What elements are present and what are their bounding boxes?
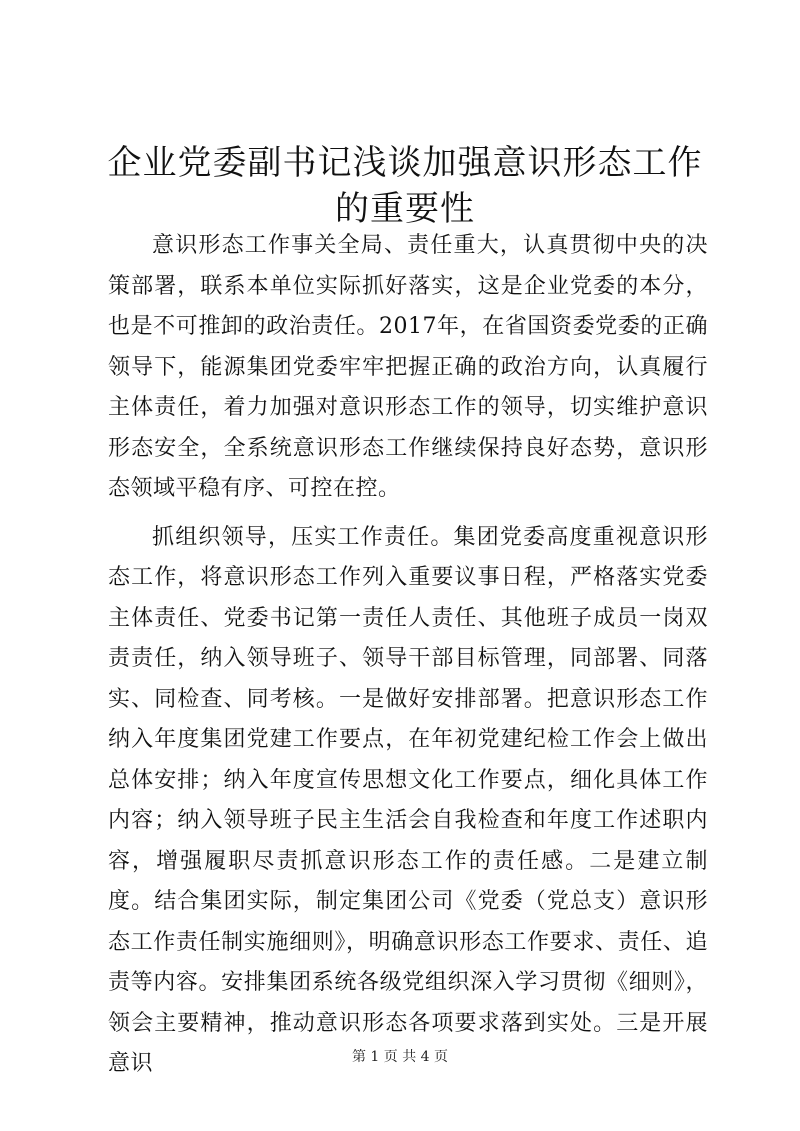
document-body	[108, 226, 708, 1093]
page-footer: 第 1 页 共 4 页	[351, 1049, 449, 1065]
paragraph-1: 意识形态工作事关全局、责任重大，认真贯彻中央的决策部署，联系本单位实际抓好落实，这是企业党委的本分，也是不可推卸的政治责任。2017年，在省国资委党委的正确领导下，能源集团党委牢牢把握正确的政治方向，认真履行主体责任，着力加强对意识形态工作的领导，切实维护意识形态安全，全系统意识形态工作继续保持良好态势，意识形态领域平稳有序、可控在控。	[108, 233, 708, 501]
paragraph-2: 抓组织领导，压实工作责任。集团党委高度重视意识形态工作，将意识形态工作列入重要议事日程，严格落实党委主体责任、党委书记第一责任人责任、其他班子成员一岗双责责任，纳入领导班子、领导干部目标管理，同部署、同落实、同检查、同考核。一是做好安排部署。把意识形态工作纳入年度集团党建工作要点，在年初党建纪检工作会上做出总体安排；纳入年度宣传思想文化工作要点，细化具体工作内容；纳入领导班子民主生活会自我检查和年度工作述职内容，增强履职尽责抓意识形态工作的责任感。二是建立制度。结合集团实际，制定集团公司《党委（党总支）意识形态工作责任制实施细则》，明确意识形态工作要求、责任、追责等内容。安排集团系统各级党组织深入学习贯彻《细则》，领会主要精神，推动意识形态各项要求落到实处。三是开展意识	[108, 524, 708, 1076]
document-title: 企业党委副书记浅谈加强意识形态工作的重要性	[107, 143, 703, 229]
